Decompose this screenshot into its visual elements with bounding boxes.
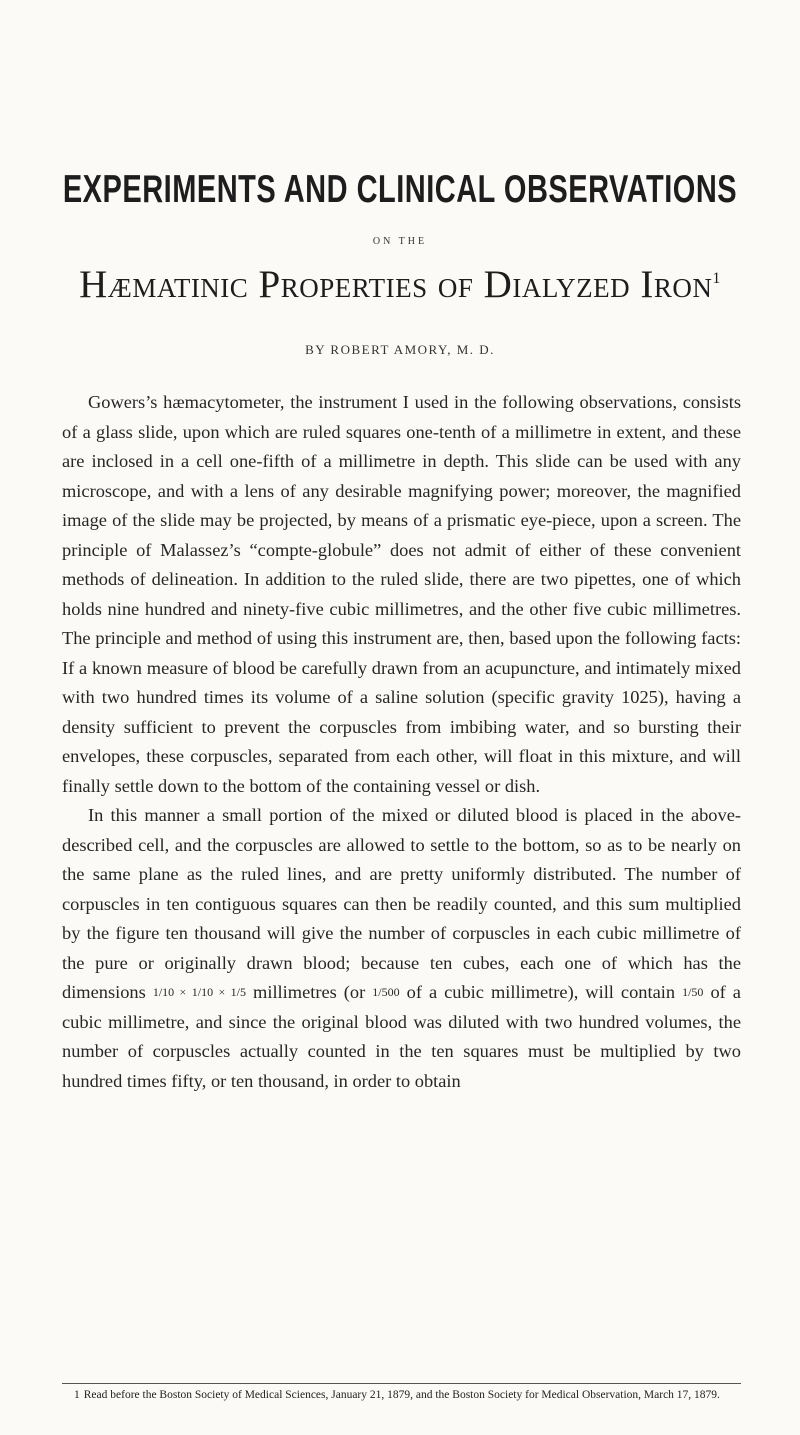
paragraph-2-part-b: millimetres (or [253, 982, 366, 1002]
article-title [0, 262, 800, 307]
fraction-500: 1/500 [372, 985, 400, 999]
connector-heading: ON THE [372, 236, 428, 247]
paragraph-2-part-d: of a cubic millimetre, and since the original blood was diluted with two hundred volumes, the number of corpuscles actually counted in the ten squares must be multiplied by two hundred times fifty, or ten thousand, in order to obtain [62, 982, 741, 1091]
footnote-text: Read before the Boston Society of Medical Sciences, January 21, 1879, and the Boston Society for Medical Observation, March 17, 1879. [83, 1389, 720, 1401]
footnote-marker: 1 [74, 1389, 80, 1401]
fraction-50: 1/50 [682, 985, 704, 999]
article-body [62, 388, 741, 1096]
footnote [62, 1387, 741, 1403]
footnote-divider [62, 1383, 741, 1384]
article-title-text: Hæmatinic Properties of Dialyzed Iron [79, 263, 713, 306]
series-heading: EXPERIMENTS AND CLINICAL OBSERVATIONS [62, 168, 738, 212]
title-footnote-marker: 1 [712, 270, 721, 287]
paragraph-1: Gowers’s hæmacytometer, the instrument I used in the following observations, consists of a glass slide, upon which are ruled squares one-tenth of a millimetre in extent, and these are inclosed in a cell one-fifth of a millimetre in depth. This slide can be used with any microscope, and with a lens of any desirable magnifying power; moreover, the magnified image of the slide may be projected, by means of a prismatic eye-piece, upon a screen. The principle of Malassez’s “compte-globule” does not admit of either of these convenient methods of delineation. In addition to the ruled slide, there are two pipettes, one of which holds nine hundred and ninety-five cubic millimetres, and the other five cubic millimetres. The principle and method of using this instrument are, then, based upon the following facts: If a known measure of blood be carefully drawn from an acupuncture, and intimately mixed with two hundred times its volume of a saline solution (specific gravity 1025), having a density sufficient to prevent the corpuscles from imbibing water, and so bursting their envelopes, these corpuscles, separated from each other, will float in this mixture, and will finally settle down to the bottom of the containing vessel or dish. [62, 392, 741, 796]
dimensions-fraction: 1/10 × 1/10 × 1/5 [152, 985, 247, 999]
author-byline: BY ROBERT AMORY, M. D. [305, 342, 495, 357]
paragraph-2-part-c: of a cubic millimetre), will contain [406, 982, 676, 1002]
paragraph-2-part-a: In this manner a small portion of the mixed or diluted blood is placed in the above-described cell, and the corpuscles are allowed to settle to the bottom, so as to be nearly on the same plane as the ruled lines, and are pretty uniformly distributed. The number of corpuscles in ten contiguous squares can then be readily counted, and this sum multiplied by the figure ten thousand will give the number of corpuscles in each cubic millimetre of the pure or originally drawn blood; because ten cubes, each one of which has the dimensions [62, 805, 741, 1002]
paragraph-2 [62, 801, 741, 1096]
